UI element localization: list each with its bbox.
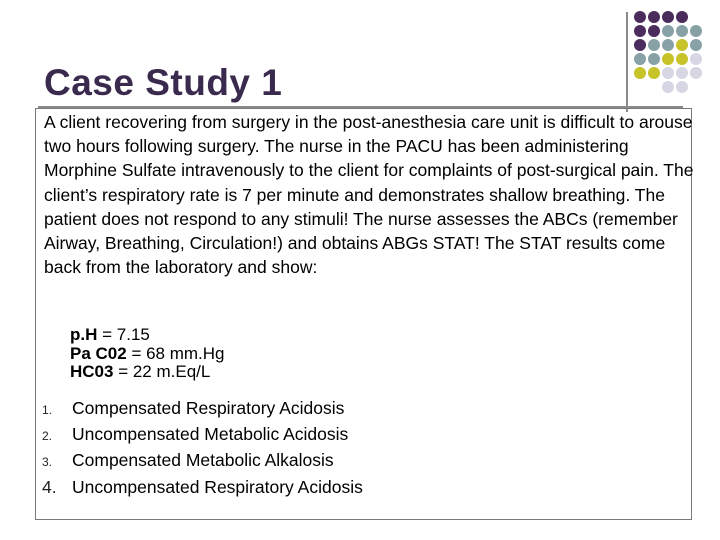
option-text: Compensated Metabolic Alkalosis <box>72 450 334 471</box>
option-text: Uncompensated Respiratory Acidosis <box>72 476 363 497</box>
decorative-dot <box>648 67 660 79</box>
decorative-dot <box>634 67 646 79</box>
decorative-dot <box>662 81 674 93</box>
decorative-dot <box>690 25 702 37</box>
decorative-dot <box>634 53 646 65</box>
lab-results <box>70 326 225 382</box>
decorative-dot <box>662 53 674 65</box>
decorative-dot <box>690 67 702 79</box>
decorative-dot <box>648 25 660 37</box>
lab-ph <box>70 326 225 345</box>
vertical-accent-line <box>626 12 628 112</box>
decorative-dot <box>690 53 702 65</box>
option-number: 4. <box>42 476 57 497</box>
decorative-dot <box>676 81 688 93</box>
option-number: 3. <box>42 455 53 470</box>
answer-option-4 <box>42 475 363 499</box>
decorative-dot <box>676 53 688 65</box>
lab-value: = 68 mm.Hg <box>131 343 225 363</box>
decorative-dot <box>690 39 702 51</box>
slide-title: Case Study 1 <box>44 62 283 103</box>
lab-label: HC03 <box>70 362 114 381</box>
lab-label: p.H <box>70 325 98 344</box>
decorative-dot <box>648 53 660 65</box>
decorative-dot <box>662 11 674 23</box>
decorative-dot <box>662 39 674 51</box>
answer-options <box>42 396 363 499</box>
lab-value: = 22 m.Eq/L <box>118 362 211 381</box>
lab-paco2 <box>70 345 225 364</box>
option-text: Compensated Respiratory Acidosis <box>72 398 345 418</box>
option-text: Uncompensated Metabolic Acidosis <box>72 424 349 445</box>
decorative-dot <box>634 25 646 37</box>
decorative-dot <box>634 11 646 23</box>
decorative-dot <box>634 39 646 51</box>
decorative-dot <box>676 25 688 37</box>
decorative-dot <box>662 67 674 79</box>
decorative-dot <box>676 67 688 79</box>
lab-hco3 <box>70 363 225 382</box>
option-number: 2. <box>42 429 53 444</box>
lab-value: = 7.15 <box>102 325 150 344</box>
decorative-dot <box>676 11 688 23</box>
decorative-dot <box>676 39 688 51</box>
decorative-dot <box>662 25 674 37</box>
answer-option-1 <box>42 396 363 422</box>
option-number: 1. <box>42 403 53 417</box>
decorative-dot <box>648 11 660 23</box>
answer-option-3 <box>42 448 363 474</box>
answer-option-2 <box>42 422 363 448</box>
lab-label: Pa C02 <box>70 343 127 363</box>
decorative-dot <box>648 39 660 51</box>
case-description: A client recovering from surgery in the post-anesthesia care unit is difficult to arouse two hours following surgery. The nurse in the PACU has been administering Morphine Sulfate intravenously to the client for complaints of post-surgical pain. The client’s respiratory rate is 7 per minute and demonstrates shallow breathing. The patient does not respond to any stimuli! The nurse assesses the ABCs (remember Airway, Breathing, Circulation!) and obtains ABGs STAT! The STAT results come back from the laboratory and show: <box>44 112 694 278</box>
